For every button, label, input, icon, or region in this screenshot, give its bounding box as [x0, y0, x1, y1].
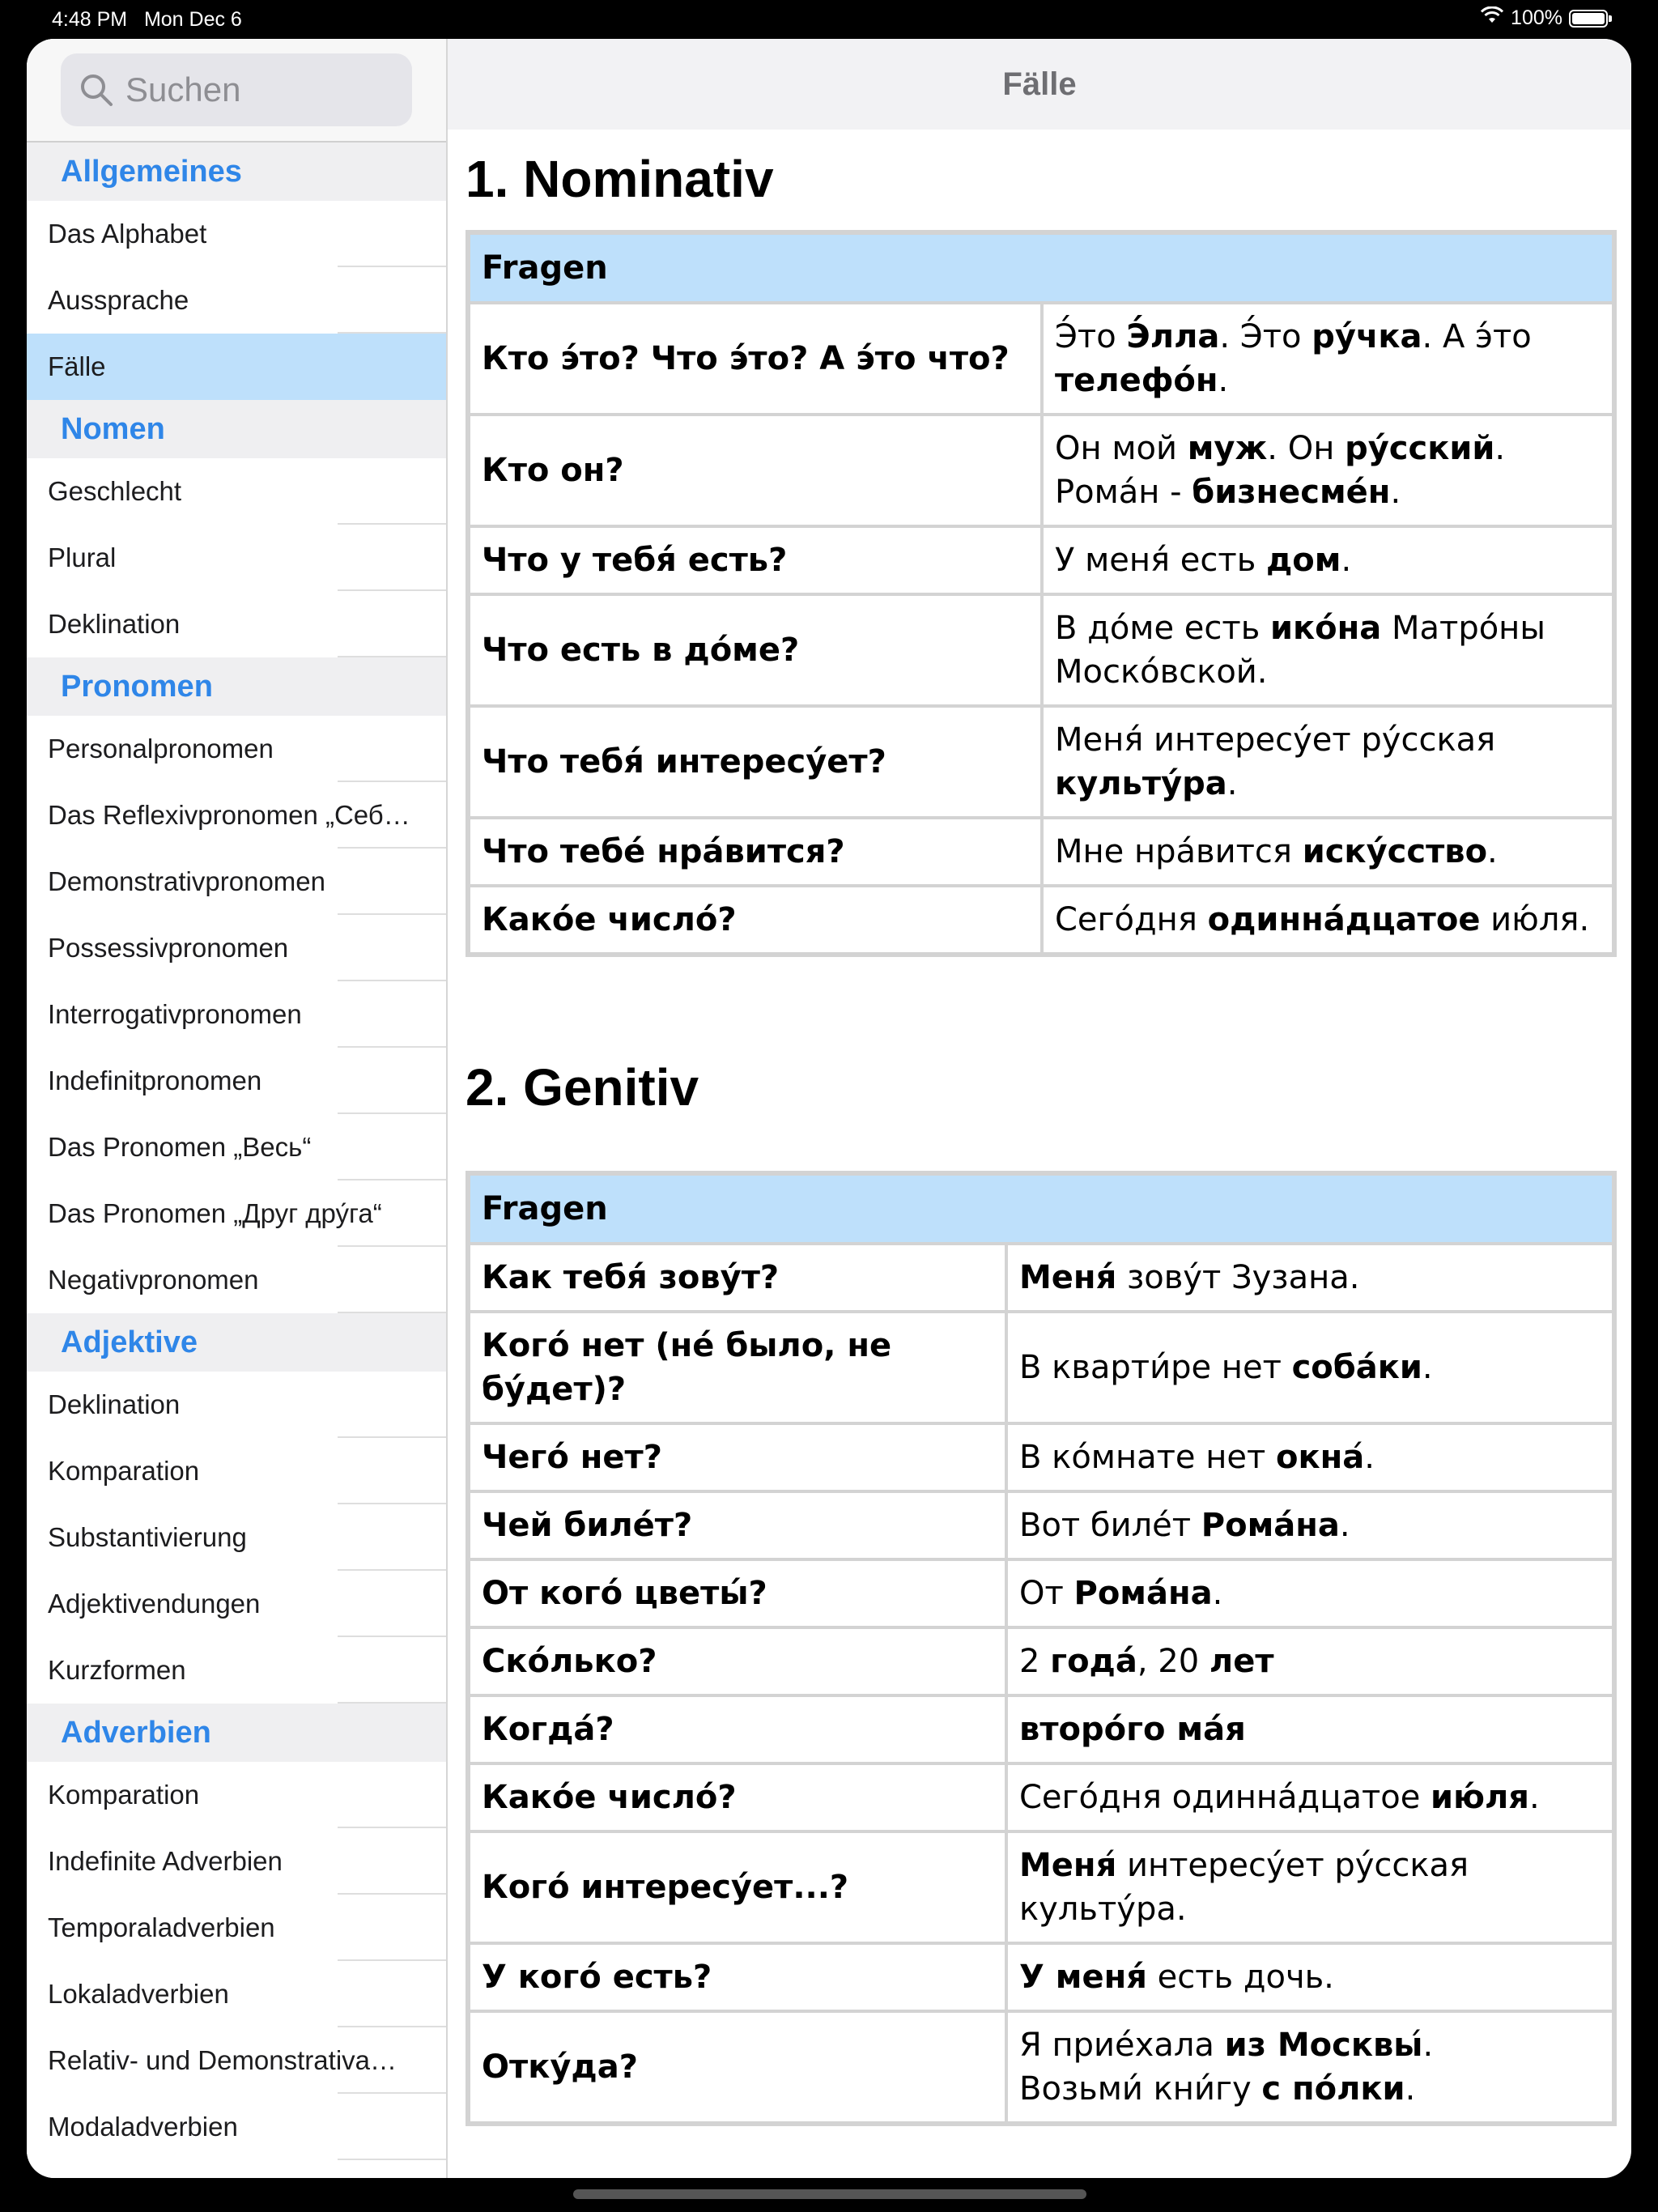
sidebar-item[interactable]	[27, 525, 446, 591]
sidebar-item-label: Das Reflexivpronomen „Себ…	[48, 800, 410, 830]
table-row	[470, 708, 1612, 816]
answer-cell: Меня́ интересу́ет ру́сская культу́ра.	[1044, 708, 1612, 816]
section-heading-genitiv: 2. Genitiv	[466, 1058, 699, 1117]
question-cell: Кого́ нет (не́ было, не бу́дет)?	[470, 1313, 1005, 1422]
sidebar-item[interactable]	[27, 782, 446, 849]
answer-cell: У меня́ есть дочь.	[1008, 1945, 1612, 2010]
answer-cell: 2 года́, 20 лет	[1008, 1629, 1612, 1694]
sidebar-item-label: Adjektivendungen	[48, 1589, 261, 1619]
table-row	[470, 1425, 1612, 1490]
sidebar-item-label: Deklination	[48, 609, 181, 639]
sidebar-item[interactable]	[27, 201, 446, 267]
battery-percent: 100%	[1511, 6, 1562, 29]
sidebar-item[interactable]	[27, 1180, 446, 1247]
table-row	[470, 304, 1612, 413]
sidebar-section-header: Allgemeines	[27, 143, 446, 201]
home-indicator[interactable]	[573, 2189, 1086, 2199]
question-cell: Отку́да?	[470, 2013, 1005, 2121]
question-cell: Ско́лько?	[470, 1629, 1005, 1694]
main-content	[448, 39, 1631, 2178]
sidebar-item[interactable]	[27, 458, 446, 525]
question-cell: Что тебя́ интересу́ет?	[470, 708, 1040, 816]
question-cell: Како́е число́?	[470, 1765, 1005, 1830]
table-row	[470, 528, 1612, 593]
answer-cell: У меня́ есть дом.	[1044, 528, 1612, 593]
table-row	[470, 416, 1612, 525]
section-heading-nominativ: 1. Nominativ	[466, 150, 774, 208]
status-bar	[0, 0, 1658, 37]
battery-icon	[1569, 10, 1608, 28]
question-cell: Что есть в до́ме?	[470, 596, 1040, 704]
sidebar-item-label: Deklination	[48, 1389, 181, 1419]
navigation-bar	[448, 39, 1631, 130]
sidebar-item-label: Indefinitpronomen	[48, 1066, 262, 1095]
sidebar-item-label: Das Pronomen „Весь“	[48, 1132, 312, 1162]
table-row	[470, 887, 1612, 952]
sidebar-item-label: Lokaladverbien	[48, 1979, 229, 2009]
article	[448, 130, 1631, 2126]
sidebar-item[interactable]	[27, 267, 446, 334]
sidebar-item-label: Aussprache	[48, 285, 189, 315]
sidebar-item-label: Relativ- und Demonstrativa…	[48, 2045, 397, 2075]
answer-cell: Сего́дня одинна́дцатое ию́ля.	[1008, 1765, 1612, 1830]
wifi-icon	[1480, 6, 1504, 30]
sidebar-item-label: Interrogativpronomen	[48, 999, 302, 1029]
search-placeholder: Suchen	[125, 70, 241, 108]
sidebar-item-label: Temporaladverbien	[48, 1912, 275, 1942]
table-row	[470, 1561, 1612, 1626]
sidebar-item[interactable]	[27, 716, 446, 782]
answer-cell: В ко́мнате нет окна́.	[1008, 1425, 1612, 1490]
answer-cell: второ́го ма́я	[1008, 1697, 1612, 1762]
sidebar-section-header: Adverbien	[27, 1704, 446, 1762]
table-row	[470, 1313, 1612, 1422]
sidebar-item-label: Fälle	[48, 351, 106, 381]
sidebar-item[interactable]	[27, 915, 446, 981]
table-header: Fragen	[470, 1176, 1612, 1242]
sidebar-item[interactable]	[27, 334, 446, 400]
sidebar-item-label: Demonstrativpronomen	[48, 866, 325, 896]
answer-cell: Он мой муж. Он ру́сский. Рома́н - бизнесме́н.	[1044, 416, 1612, 525]
table-row	[470, 1493, 1612, 1558]
question-cell: Как тебя́ зову́т?	[470, 1245, 1005, 1310]
sidebar-item[interactable]	[27, 591, 446, 657]
answer-cell: Я прие́хала из Москвы́. Возьми́ кни́гу с по́лки.	[1008, 2013, 1612, 2121]
table-row	[470, 1945, 1612, 2010]
page-title: Fälle	[1002, 66, 1077, 102]
question-cell: Чего́ нет?	[470, 1425, 1005, 1490]
sidebar-list	[27, 143, 446, 2160]
table-row	[470, 1765, 1612, 1830]
question-cell: Что тебе́ нра́вится?	[470, 819, 1040, 884]
sidebar-item[interactable]	[27, 1247, 446, 1313]
sidebar-item-label: Kurzformen	[48, 1655, 186, 1685]
sidebar-item[interactable]	[27, 1504, 446, 1571]
answer-cell: От Рома́на.	[1008, 1561, 1612, 1626]
table-row	[470, 1629, 1612, 1694]
question-cell: Кого́ интересу́ет...?	[470, 1833, 1005, 1942]
status-time: 4:48 PM Mon Dec 6	[52, 8, 242, 31]
sidebar-item[interactable]	[27, 1114, 446, 1180]
sidebar-section-header: Pronomen	[27, 657, 446, 716]
table-row	[470, 1833, 1612, 1942]
question-cell: Когда́?	[470, 1697, 1005, 1762]
question-cell: Кто э́то? Что э́то? А э́то что?	[470, 304, 1040, 413]
sidebar-item[interactable]	[27, 849, 446, 915]
question-cell: Кто он?	[470, 416, 1040, 525]
sidebar-item-label: Komparation	[48, 1456, 200, 1486]
table-header: Fragen	[470, 235, 1612, 301]
question-cell: У кого́ есть?	[470, 1945, 1005, 2010]
sidebar-item-label: Possessivpronomen	[48, 933, 289, 963]
table-row	[470, 1245, 1612, 1310]
sidebar-item-label: Negativpronomen	[48, 1265, 259, 1295]
sidebar-section-header: Adjektive	[27, 1313, 446, 1372]
search-field[interactable]	[61, 53, 412, 126]
nominativ-table	[466, 230, 1617, 957]
table-row	[470, 1697, 1612, 1762]
sidebar-item-label: Geschlecht	[48, 476, 182, 506]
search-icon	[79, 72, 114, 108]
sidebar-item[interactable]	[27, 1571, 446, 1637]
sidebar-item-label: Substantivierung	[48, 1522, 247, 1552]
sidebar-item-label: Personalpronomen	[48, 734, 274, 764]
answer-cell: Сего́дня одинна́дцатое ию́ля.	[1044, 887, 1612, 952]
answer-cell: Вот биле́т Рома́на.	[1008, 1493, 1612, 1558]
answer-cell: Меня́ интересу́ет ру́сская культу́ра.	[1008, 1833, 1612, 1942]
sidebar-item-label: Plural	[48, 542, 117, 572]
sidebar-item-label: Komparation	[48, 1780, 200, 1810]
sidebar-item[interactable]	[27, 981, 446, 1048]
sidebar-item-label: Das Alphabet	[48, 219, 207, 249]
sidebar-item-label: Das Pronomen „Друг дру́га“	[48, 1198, 382, 1228]
sidebar	[27, 39, 448, 2178]
genitiv-table	[466, 1171, 1617, 2126]
app-window	[27, 39, 1631, 2178]
answer-cell: Э́то Э́лла. Э́то ру́чка. А э́то телефо́н.	[1044, 304, 1612, 413]
sidebar-item[interactable]	[27, 1762, 446, 1828]
sidebar-item[interactable]	[27, 1961, 446, 2027]
sidebar-item[interactable]	[27, 2027, 446, 2094]
answer-cell: Мне нра́вится иску́сство.	[1044, 819, 1612, 884]
sidebar-item[interactable]	[27, 1372, 446, 1438]
sidebar-item-label: Modaladverbien	[48, 2112, 238, 2142]
sidebar-item[interactable]	[27, 1048, 446, 1114]
sidebar-section-header: Nomen	[27, 400, 446, 458]
sidebar-item[interactable]	[27, 1895, 446, 1961]
answer-cell: Меня́ зову́т Зузана.	[1008, 1245, 1612, 1310]
sidebar-item-label: Indefinite Adverbien	[48, 1846, 283, 1876]
sidebar-item[interactable]	[27, 2094, 446, 2160]
sidebar-item[interactable]	[27, 1828, 446, 1895]
sidebar-item[interactable]	[27, 1637, 446, 1704]
sidebar-item[interactable]	[27, 1438, 446, 1504]
question-cell: От кого́ цветы́?	[470, 1561, 1005, 1626]
table-row	[470, 819, 1612, 884]
question-cell: Како́е число́?	[470, 887, 1040, 952]
question-cell: Что у тебя́ есть?	[470, 528, 1040, 593]
answer-cell: В кварти́ре нет соба́ки.	[1008, 1313, 1612, 1422]
answer-cell: В до́ме есть ико́на Матро́ны Моско́вской.	[1044, 596, 1612, 704]
table-row	[470, 596, 1612, 704]
table-row	[470, 2013, 1612, 2121]
question-cell: Чей биле́т?	[470, 1493, 1005, 1558]
